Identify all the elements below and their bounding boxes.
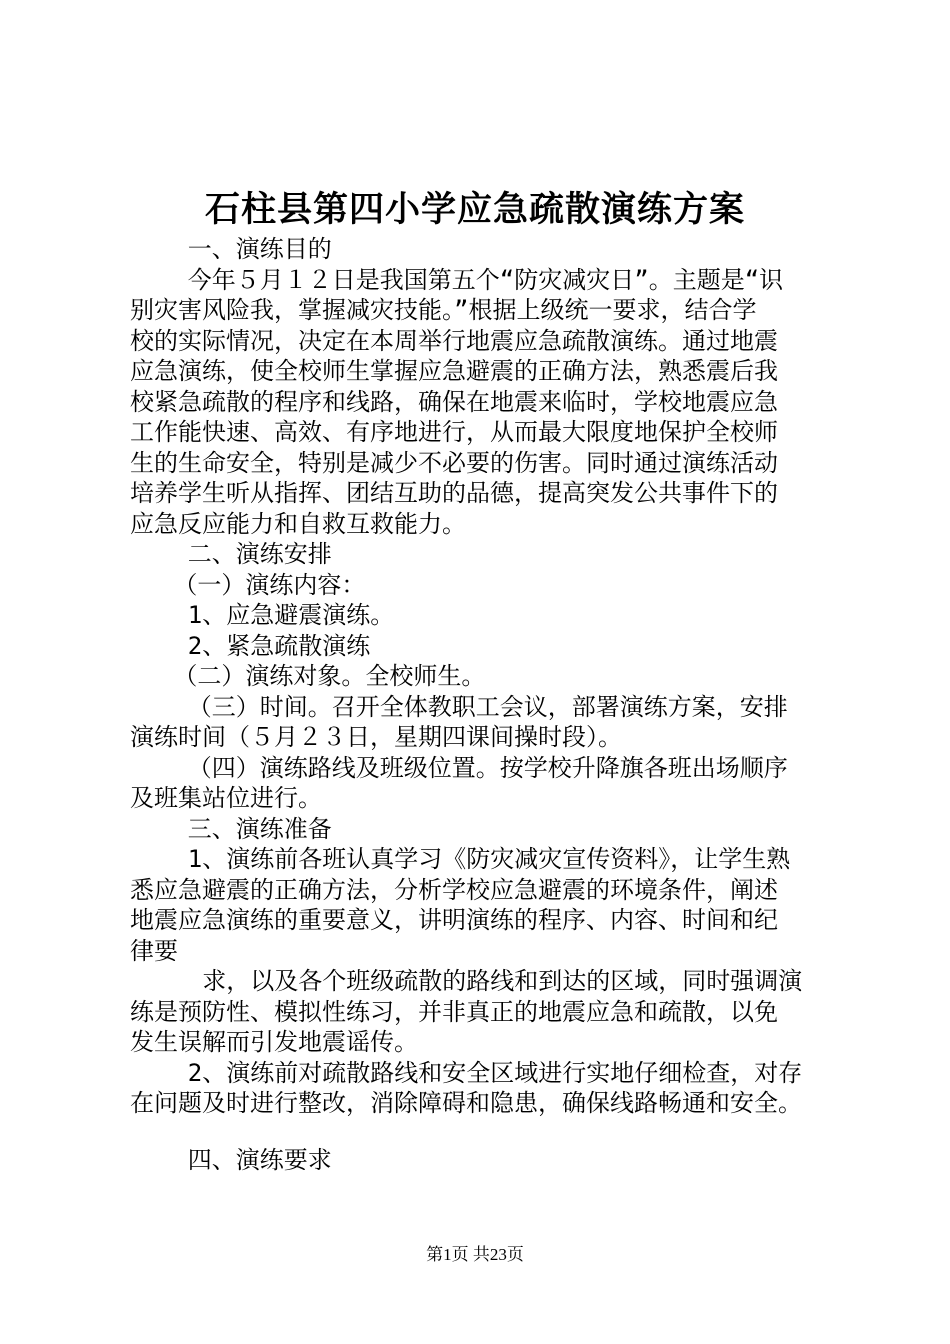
section-heading: 四、演练要求 <box>130 1145 332 1174</box>
document-title: 石柱县第四小学应急疏散演练方案 <box>204 189 745 230</box>
page-footer: 第1页 共23页 <box>426 1245 524 1264</box>
paragraph-line: 1、演练前各班认真学习《防灾减灾宣传资料》，让学生熟 <box>130 845 791 873</box>
paragraph-line: 校紧急疏散的程序和线路，确保在地震来临时，学校地震应急 <box>130 387 778 416</box>
paragraph-line: 别灾害风险我，掌握减灾技能。”根据上级统一要求，结合学 <box>130 296 757 324</box>
paragraph-line: 校的实际情况，决定在本周举行地震应急疏散演练。通过地震 <box>130 326 778 355</box>
paragraph-line: 在问题及时进行整改，消除障碍和隐患，确保线路畅通和安全。 <box>130 1089 802 1117</box>
section-heading: 三、演练准备 <box>130 814 332 843</box>
paragraph-line: 今年５月１２日是我国第五个“防灾减灾日”。主题是“识 <box>130 265 784 294</box>
paragraph-line: 2、演练前对疏散路线和安全区域进行实地仔细检查，对存 <box>130 1058 803 1087</box>
paragraph-line: 地震应急演练的重要意义，讲明演练的程序、内容、时间和纪 <box>130 906 778 934</box>
paragraph-line: 悉应急避震的正确方法，分析学校应急避震的环境条件，阐述 <box>130 875 778 904</box>
subsection-heading: （一）演练内容： <box>130 570 366 599</box>
list-item: 1、应急避震演练。 <box>130 601 395 629</box>
spacer <box>130 1119 830 1145</box>
paragraph-line: 演练时间（５月２３日，星期四课间操时段）。 <box>130 723 622 751</box>
subsection-heading: （二）演练对象。全校师生。 <box>130 662 486 690</box>
list-item: 2、紧急疏散演练 <box>130 631 371 660</box>
paragraph-line: 应急演练，使全校师生掌握应急避震的正确方法，熟悉震后我 <box>130 357 778 385</box>
paragraph-line: 应急反应能力和自救互救能力。 <box>130 509 466 538</box>
paragraph-line: （三）时间。召开全体教职工会议，部署演练方案，安排 <box>130 692 788 721</box>
paragraph-line: 及班集站位进行。 <box>130 784 322 812</box>
paragraph-line: 发生误解而引发地震谣传。 <box>130 1028 418 1056</box>
paragraph-line: 求，以及各个班级疏散的路线和到达的区域，同时强调演 <box>130 967 803 995</box>
section-heading: 一、演练目的 <box>130 235 332 263</box>
paragraph-line: 培养学生听从指挥、团结互助的品德，提高突发公共事件下的 <box>130 479 778 507</box>
paragraph-line: 律要 <box>130 936 178 965</box>
section-heading: 二、演练安排 <box>130 540 332 568</box>
paragraph-line: 练是预防性、模拟性练习，并非真正的地震应急和疏散，以免 <box>130 997 778 1026</box>
document-body <box>130 234 830 1175</box>
paragraph-line: 工作能快速、高效、有序地进行，从而最大限度地保护全校师 <box>130 418 778 446</box>
paragraph-line: 生的生命安全，特别是减少不必要的伤害。同时通过演练活动 <box>130 448 778 477</box>
paragraph-line: （四）演练路线及班级位置。按学校升降旗各班出场顺序 <box>130 753 788 782</box>
